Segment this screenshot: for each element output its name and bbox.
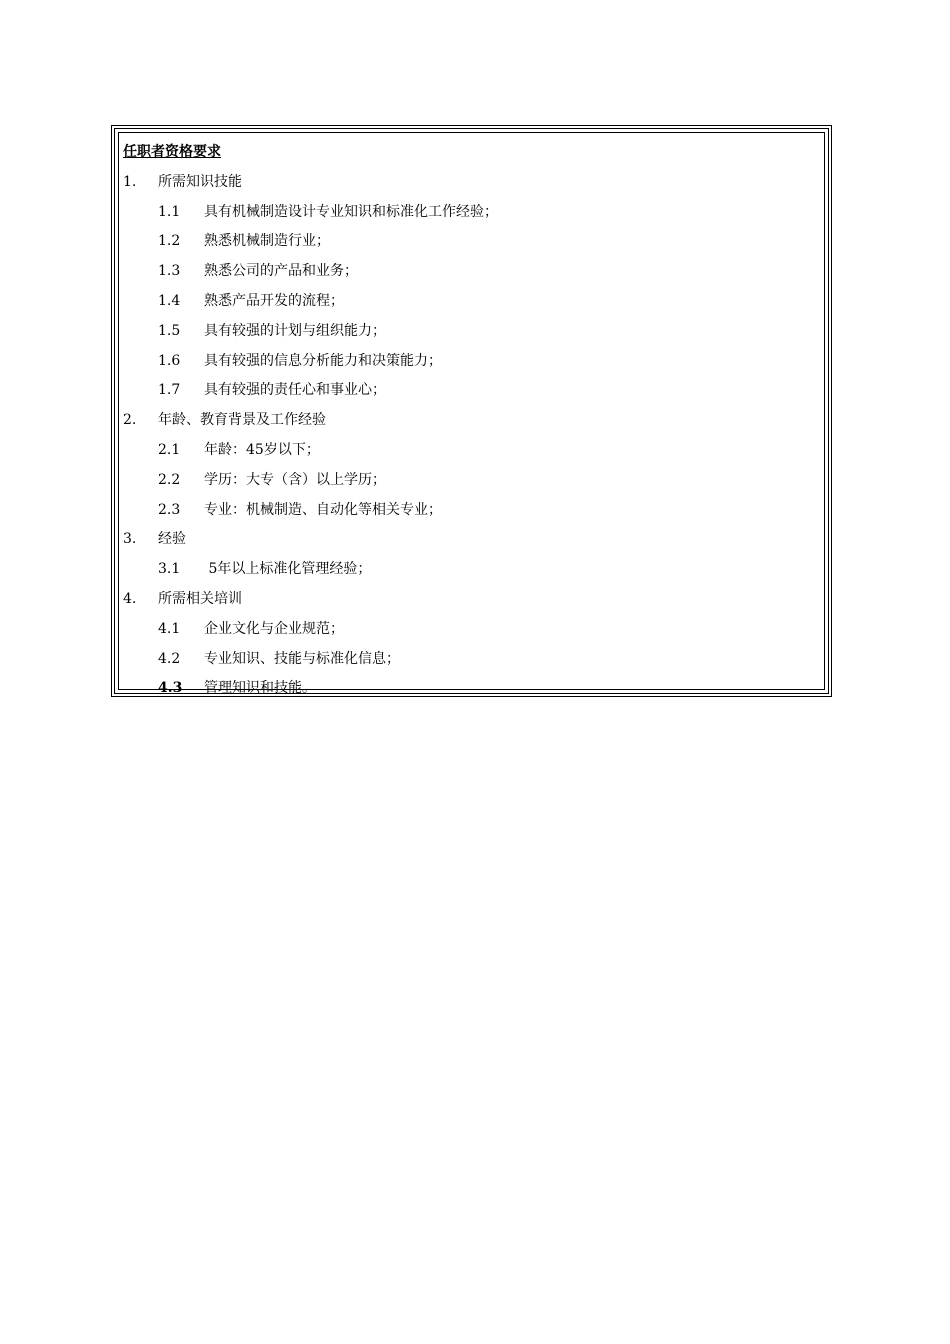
section-label: 所需知识技能 (158, 173, 242, 190)
qualification-content (123, 138, 820, 704)
section-number: 3. (123, 531, 137, 548)
section-header (123, 585, 820, 615)
item-number: 2.3 (158, 501, 181, 518)
list-item (123, 496, 820, 526)
item-text: 具有较强的计划与组织能力； (204, 322, 386, 339)
item-number: 1.6 (158, 352, 181, 369)
item-text: 专业：机械制造、自动化等相关专业； (204, 501, 442, 518)
item-number: 1.5 (158, 322, 181, 339)
section-header (123, 168, 820, 198)
section-label: 所需相关培训 (158, 590, 242, 607)
item-text: 管理知识和技能。 (204, 680, 316, 697)
item-number: 1.2 (158, 233, 181, 250)
section-number: 2. (123, 412, 137, 429)
list-item (123, 555, 820, 585)
section-header (123, 406, 820, 436)
item-number: 3.1 (158, 561, 181, 578)
item-number: 1.1 (158, 203, 181, 220)
list-item (123, 436, 820, 466)
list-item (123, 317, 820, 347)
list-item (123, 347, 820, 377)
item-text: 熟悉机械制造行业； (204, 233, 330, 250)
qualification-heading: 任职者资格要求 (123, 144, 221, 160)
item-number: 1.3 (158, 263, 181, 280)
section-number: 1. (123, 173, 137, 190)
item-text: 学历：大专（含）以上学历； (204, 471, 386, 488)
list-item (123, 257, 820, 287)
section-label: 经验 (158, 531, 186, 548)
item-text: 5年以上标准化管理经验； (204, 561, 372, 578)
item-text: 熟悉产品开发的流程； (204, 292, 344, 309)
list-item (123, 376, 820, 406)
item-text: 熟悉公司的产品和业务； (204, 263, 358, 280)
section-header (123, 525, 820, 555)
list-item (123, 466, 820, 496)
item-number: 2.1 (158, 441, 181, 458)
item-text: 专业知识、技能与标准化信息； (204, 650, 400, 667)
list-item (123, 674, 820, 704)
item-number: 1.7 (158, 382, 181, 399)
list-item (123, 227, 820, 257)
qualification-box (111, 125, 832, 697)
item-number: 4.3 (158, 680, 183, 697)
item-text: 年龄：45岁以下； (204, 441, 320, 458)
item-text: 具有较强的信息分析能力和决策能力； (204, 352, 442, 369)
item-text: 具有机械制造设计专业知识和标准化工作经验； (204, 203, 498, 220)
list-item (123, 615, 820, 645)
section-label: 年龄、教育背景及工作经验 (158, 412, 326, 429)
list-item (123, 287, 820, 317)
list-item (123, 645, 820, 675)
item-text: 企业文化与企业规范； (204, 620, 344, 637)
item-text: 具有较强的责任心和事业心； (204, 382, 386, 399)
item-number: 4.2 (158, 650, 181, 667)
item-number: 4.1 (158, 620, 181, 637)
list-item (123, 198, 820, 228)
item-number: 1.4 (158, 292, 181, 309)
section-number: 4. (123, 590, 137, 607)
item-number: 2.2 (158, 471, 181, 488)
